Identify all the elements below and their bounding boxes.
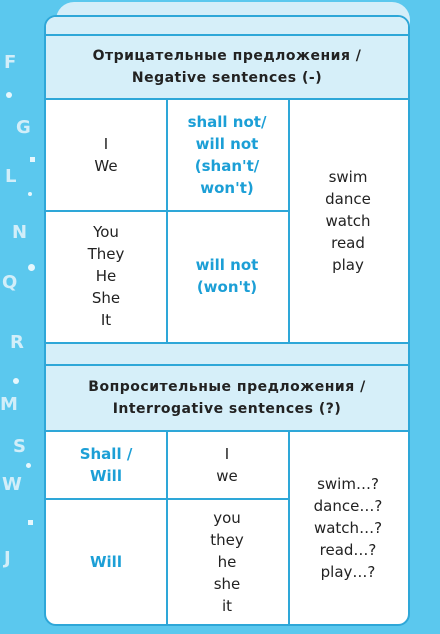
pronoun: We [94, 157, 118, 175]
interrogative-title-en: Interrogative sentences (?) [112, 401, 342, 417]
deco-letter: L [5, 166, 17, 187]
interrogative-row1-aux [46, 432, 166, 498]
deco-dot [13, 378, 19, 384]
negative-title-ru: Отрицательные предложения / [92, 48, 362, 64]
deco-letter: Q [2, 272, 18, 293]
deco-letter: J [4, 548, 11, 569]
grid-line [46, 498, 288, 500]
pronoun: you [213, 509, 241, 527]
aux-verb: Shall / [79, 445, 133, 463]
pronoun: it [221, 597, 233, 615]
verb: read [331, 234, 365, 252]
negative-header [46, 34, 408, 100]
pronoun: she [213, 575, 241, 593]
deco-letter: M [0, 394, 18, 415]
deco-letter: N [12, 222, 28, 243]
aux-verb: (shan't/ [194, 157, 260, 175]
deco-letter: W [2, 474, 22, 495]
aux-verb: Will [90, 467, 122, 485]
pronoun: They [87, 245, 125, 263]
negative-row1-pronouns [46, 100, 166, 210]
aux-verb: shall not/ [187, 113, 267, 131]
interrogative-verbs [288, 432, 408, 624]
aux-verb: will not [195, 135, 259, 153]
aux-verb: Will [90, 553, 122, 571]
middle-band [46, 342, 408, 364]
pronoun: He [95, 267, 117, 285]
grid-line [166, 432, 168, 624]
interrogative-header [46, 364, 408, 432]
grammar-table-card [44, 15, 410, 626]
aux-verb: will not [195, 256, 259, 274]
deco-dot [6, 92, 12, 98]
pronoun: we [216, 467, 238, 485]
deco-square [28, 520, 33, 525]
verb: read…? [319, 541, 377, 559]
interrogative-title-ru: Вопросительные предложения / [88, 379, 366, 395]
negative-row2-pronouns [46, 212, 166, 340]
negative-verbs [288, 100, 408, 342]
interrogative-row2-aux [46, 500, 166, 624]
verb: swim [328, 168, 368, 186]
verb: play…? [320, 563, 376, 581]
deco-letter: R [10, 332, 24, 353]
pronoun: You [93, 223, 119, 241]
verb: swim…? [317, 475, 379, 493]
interrogative-row1-pronouns [166, 432, 288, 498]
pronoun: It [100, 311, 112, 329]
deco-dot [26, 463, 31, 468]
verb: dance [325, 190, 371, 208]
deco-square [30, 157, 35, 162]
pronoun: She [91, 289, 121, 307]
negative-title-en: Negative sentences (-) [131, 70, 323, 86]
aux-verb: (won't) [196, 278, 258, 296]
interrogative-row2-pronouns [166, 500, 288, 624]
grid-line [46, 210, 288, 212]
verb: watch…? [313, 519, 383, 537]
decorative-side-strip [0, 0, 44, 634]
verb: play [332, 256, 364, 274]
pronoun: I [224, 445, 230, 463]
grid-line [288, 100, 290, 342]
negative-row2-aux [166, 212, 288, 340]
aux-verb: won't) [200, 179, 254, 197]
deco-dot [28, 192, 32, 196]
pronoun: I [103, 135, 109, 153]
deco-dot [28, 264, 35, 271]
pronoun: he [217, 553, 237, 571]
pronoun: they [210, 531, 244, 549]
grid-line [166, 100, 168, 342]
top-band [46, 17, 408, 34]
verb: watch [325, 212, 371, 230]
verb: dance…? [313, 497, 383, 515]
negative-row1-aux [166, 100, 288, 210]
deco-letter: S [13, 436, 26, 457]
deco-letter: F [4, 52, 17, 73]
deco-letter: G [16, 117, 31, 138]
grid-line [288, 432, 290, 624]
